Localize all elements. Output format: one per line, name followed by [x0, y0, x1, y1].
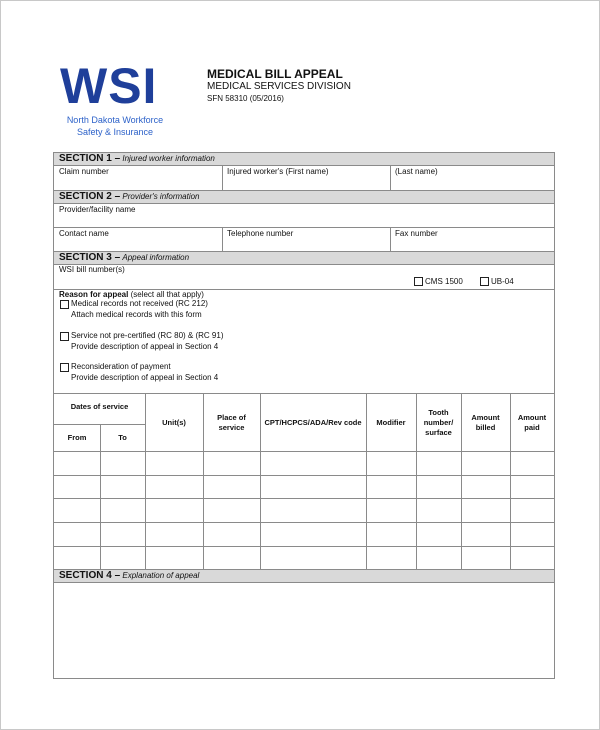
paid-line-1: Amount — [517, 413, 547, 422]
contact-name-label: Contact name — [59, 229, 109, 238]
divider — [54, 393, 554, 394]
billed-line-2: billed — [475, 423, 496, 432]
divider — [100, 424, 101, 569]
section-1-header — [54, 153, 554, 166]
fax-label: Fax number — [395, 229, 438, 238]
telephone-label: Telephone number — [227, 229, 294, 238]
place-line-2: service — [218, 423, 245, 432]
reason-reconsideration-label: Reconsideration of payment — [71, 362, 171, 371]
reason-precert-label: Service not pre-certified (RC 80) & (RC 91) — [71, 331, 224, 340]
to-header: To — [118, 433, 127, 442]
wsi-logo — [60, 60, 180, 138]
place-of-service-header — [203, 413, 260, 433]
form-number: SFN 58310 (05/2016) — [207, 94, 284, 103]
cpt-code-header: CPT/HCPCS/ADA/Rev code — [264, 418, 362, 427]
section-1-subtitle: Injured worker information — [122, 154, 215, 163]
table-row — [54, 546, 554, 547]
section-4-label: SECTION 4 – — [59, 570, 121, 581]
modifier-header: Modifier — [376, 418, 406, 427]
section-3-header — [54, 252, 554, 265]
table-row — [54, 498, 554, 499]
form-title: MEDICAL BILL APPEAL — [207, 67, 343, 81]
reason-precert-note: Provide description of appeal in Section 4 — [71, 342, 219, 351]
divider — [145, 393, 146, 569]
amount-billed-header — [461, 413, 510, 433]
reason-precert-checkbox[interactable] — [60, 332, 69, 341]
appeal-form — [53, 152, 555, 679]
reason-records-note: Attach medical records with this form — [71, 310, 202, 319]
divider — [390, 166, 391, 190]
units-header: Unit(s) — [162, 418, 186, 427]
reason-reconsideration-note: Provide description of appeal in Section 4 — [71, 373, 219, 382]
section-2-subtitle: Provider's information — [122, 192, 200, 201]
divider — [461, 393, 462, 569]
divider — [54, 451, 554, 452]
paid-line-2: paid — [524, 423, 540, 432]
tooth-line-2: number/ — [423, 418, 454, 427]
dates-header: Dates of service — [70, 402, 129, 411]
division-name: MEDICAL SERVICES DIVISION — [207, 81, 351, 92]
from-header: From — [67, 433, 87, 442]
cms-1500-label: CMS 1500 — [425, 277, 463, 286]
logo-text: WSI — [60, 58, 158, 114]
tooth-line-3: surface — [425, 428, 452, 437]
claim-number-label: Claim number — [59, 167, 109, 176]
logo-line-2: Safety & Insurance — [76, 127, 154, 137]
reason-reconsideration-checkbox[interactable] — [60, 363, 69, 372]
ub-04-label: UB-04 — [491, 277, 514, 286]
table-row — [54, 522, 554, 523]
divider — [510, 393, 511, 569]
logo-line-1: North Dakota Workforce — [66, 115, 164, 125]
section-2-label: SECTION 2 – — [59, 191, 121, 202]
section-4-subtitle: Explanation of appeal — [122, 571, 200, 580]
table-row — [54, 475, 554, 476]
amount-paid-header — [510, 413, 554, 433]
bill-number-label: WSI bill number(s) — [59, 265, 125, 274]
tooth-header — [416, 408, 461, 438]
provider-name-label: Provider/facility name — [59, 205, 136, 214]
divider — [416, 393, 417, 569]
section-1-label: SECTION 1 – — [59, 153, 121, 164]
divider — [222, 166, 223, 190]
tooth-line-1: Tooth — [428, 408, 449, 417]
reason-records-label: Medical records not received (RC 212) — [71, 299, 208, 308]
section-3-label: SECTION 3 – — [59, 252, 121, 263]
form-header — [207, 67, 351, 104]
divider — [222, 228, 223, 251]
reason-heading-bold: Reason for appeal — [59, 290, 129, 299]
divider — [390, 228, 391, 251]
ub-04-checkbox[interactable] — [480, 277, 489, 286]
divider — [203, 393, 204, 569]
section-2-header — [54, 191, 554, 204]
divider — [260, 393, 261, 569]
explanation-field[interactable] — [54, 583, 554, 678]
divider — [54, 227, 554, 228]
first-name-label: Injured worker's (First name) — [227, 167, 329, 176]
section-4-header — [54, 570, 554, 583]
section-3-subtitle: Appeal information — [122, 253, 190, 262]
reason-heading-note: (select all that apply) — [130, 290, 204, 299]
logo-org-name — [60, 114, 170, 138]
place-line-1: Place of — [217, 413, 246, 422]
cms-1500-checkbox[interactable] — [414, 277, 423, 286]
last-name-label: (Last name) — [395, 167, 438, 176]
billed-line-1: Amount — [471, 413, 500, 422]
reason-records-checkbox[interactable] — [60, 300, 69, 309]
divider — [366, 393, 367, 569]
